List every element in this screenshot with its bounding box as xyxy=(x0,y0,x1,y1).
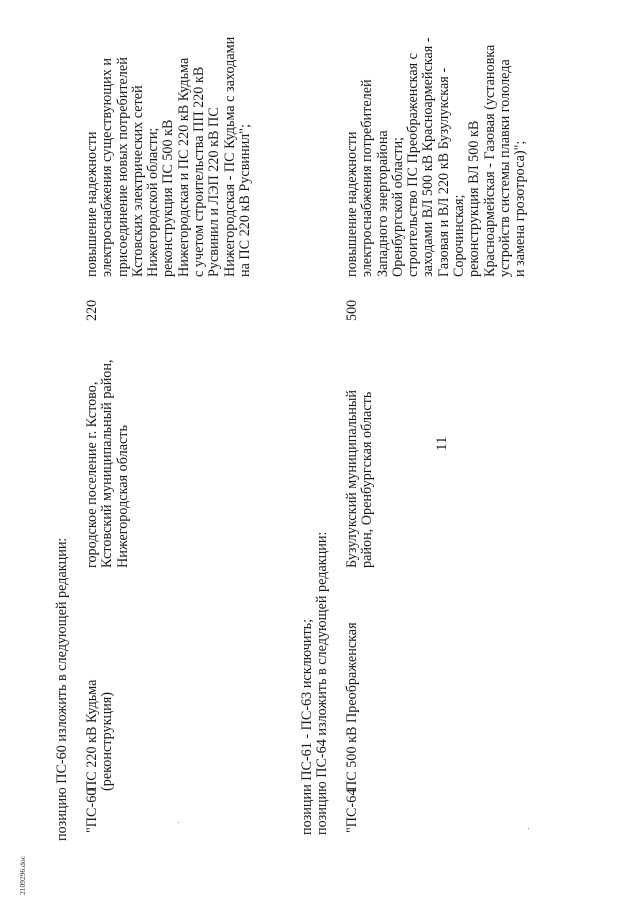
row-ps64-voltage: 500 xyxy=(344,299,360,321)
row-ps64-location: Бузулукский муниципальный район, Оренбургская область xyxy=(344,389,376,568)
row-ps60-purpose: повышение надежности электроснабжения существующих и присоединение новых потребителей Кстовских электрических сетей Нижегородской области; реконструкция ПС 500 кВ Нижегородская и ПС 220 кВ Кудьма с учетом строительства ПП 220 кВ Русвинил и ЛЭП 220 кВ ПС Нижегородская - ПС Кудьма с заходами на ПС 220 кВ Русвинил"; xyxy=(84,36,253,277)
scan-speck xyxy=(178,822,179,823)
intro-positions-61-63: позиции ПС-61 - ПС-63 исключить; xyxy=(299,618,315,835)
row-ps60-voltage: 220 xyxy=(84,299,100,321)
row-ps60-location: городское поселение г. Кстово, Кстовский муниципальный район, Нижегородская область xyxy=(84,359,131,568)
page-number: 11 xyxy=(434,436,450,451)
row-ps64-object: ПС 500 кВ Преображенская xyxy=(344,622,360,791)
footer-file-code: 2109296.doc xyxy=(18,856,27,895)
intro-position-60: позицию ПС-60 изложить в следующей редакции: xyxy=(54,537,70,841)
scan-speck xyxy=(528,828,529,829)
row-ps60-code: "ПС-60 xyxy=(84,788,100,833)
row-ps60-object: ПС 220 кВ Кудьма (реконструкция) xyxy=(84,679,116,791)
row-ps64-purpose: повышение надежности электроснабжения потребителей Западного энергорайона Оренбургской области; строительство ПС Преображенская с заходами ВЛ 500 кВ Красноармейская - Газовая и ВЛ 220 кВ Бузулукская - Сорочинская; реконструкция ВЛ 500 кВ Красноармейская - Газовая (установка устройств системы плавки гололеда и замена грозотроса)"; xyxy=(344,37,529,277)
row-ps64-code: "ПС-64 xyxy=(344,788,360,833)
intro-position-64: позицию ПС-64 изложить в следующей редакции: xyxy=(314,531,330,835)
